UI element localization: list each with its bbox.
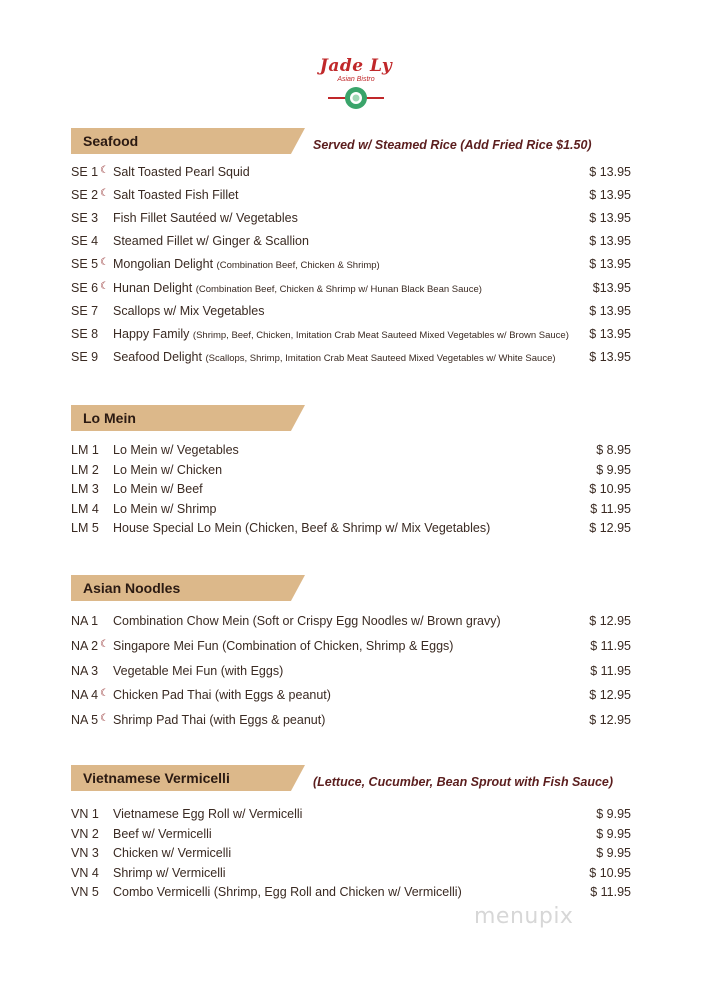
item-code: VN 4 (71, 866, 99, 880)
item-price: $ 11.95 (590, 502, 631, 516)
menu-item (0, 257, 706, 277)
item-title: Scallops w/ Mix Vegetables (113, 304, 265, 318)
item-description: (Scallops, Shrimp, Imitation Crab Meat Sauteed Mixed Vegetables w/ White Sauce) (205, 353, 556, 364)
menu-item (0, 463, 706, 483)
item-code: NA 2 (71, 639, 99, 653)
item-price: $ 13.95 (589, 257, 631, 271)
menu-item (0, 482, 706, 502)
item-price: $ 13.95 (589, 188, 631, 202)
item-code: VN 1 (71, 807, 99, 821)
item-title: Salt Toasted Pearl Squid (113, 165, 250, 179)
item-code: NA 3 (71, 664, 99, 678)
menu-item (0, 234, 706, 254)
item-title: Lo Mein w/ Beef (113, 482, 203, 496)
section-note: (Lettuce, Cucumber, Bean Sprout with Fish Sauce) (313, 775, 614, 789)
item-code: VN 3 (71, 846, 99, 860)
menu-item (0, 502, 706, 522)
item-title: Fish Fillet Sautéed w/ Vegetables (113, 211, 298, 225)
spicy-icon: ☾ (100, 257, 109, 268)
item-name (113, 688, 331, 702)
spicy-icon: ☾ (100, 281, 109, 292)
item-price: $ 11.95 (590, 664, 631, 678)
spicy-icon: ☾ (100, 688, 109, 699)
item-title: Shrimp w/ Vermicelli (113, 866, 226, 880)
item-title: Chicken w/ Vermicelli (113, 846, 232, 860)
item-name (113, 885, 462, 899)
item-title: Combo Vermicelli (Shrimp, Egg Roll and Chicken w/ Vermicelli) (113, 885, 462, 899)
menu-item (0, 664, 706, 684)
item-price: $ 13.95 (589, 165, 631, 179)
menu-item (0, 846, 706, 866)
item-price: $ 13.95 (589, 327, 631, 341)
menu-item (0, 521, 706, 541)
item-name (113, 257, 380, 271)
item-price: $ 12.95 (589, 614, 631, 628)
section-title: Lo Mein (83, 410, 136, 426)
item-price: $ 8.95 (596, 443, 631, 457)
menu-item (0, 443, 706, 463)
item-name (113, 502, 217, 516)
item-name (113, 807, 302, 821)
item-name (113, 281, 482, 295)
item-title: Singapore Mei Fun (Combination of Chicken, Shrimp & Eggs) (113, 639, 454, 653)
item-code: VN 5 (71, 885, 99, 899)
menu-item (0, 211, 706, 231)
item-code: LM 1 (71, 443, 99, 457)
spicy-icon: ☾ (100, 188, 109, 199)
item-price: $ 9.95 (596, 846, 631, 860)
item-price: $ 13.95 (589, 304, 631, 318)
item-title: Shrimp Pad Thai (with Eggs & peanut) (113, 713, 326, 727)
menu-item (0, 713, 706, 733)
item-price: $ 12.95 (589, 713, 631, 727)
item-price: $ 9.95 (596, 807, 631, 821)
item-name (113, 211, 298, 225)
item-name (113, 664, 283, 678)
item-title: Lo Mein w/ Vegetables (113, 443, 239, 457)
item-name (113, 521, 490, 535)
item-name (113, 304, 264, 318)
item-name (113, 614, 501, 628)
item-price: $ 13.95 (589, 350, 631, 364)
menu-item (0, 188, 706, 208)
item-name (113, 350, 556, 364)
jade-bowl-icon (326, 84, 386, 112)
spicy-icon: ☾ (100, 713, 109, 724)
item-name (113, 165, 250, 179)
item-name (113, 327, 569, 341)
spicy-icon: ☾ (100, 165, 109, 176)
item-description: (Combination Beef, Chicken & Shrimp) (216, 260, 380, 271)
item-code: NA 5 (71, 713, 99, 727)
section-title: Asian Noodles (83, 580, 181, 596)
item-name (113, 639, 453, 653)
item-name (113, 234, 309, 248)
menu-item (0, 281, 706, 301)
item-code: SE 8 (71, 327, 99, 341)
menu-item (0, 639, 706, 659)
menu-item (0, 350, 706, 370)
item-title: Combination Chow Mein (Soft or Crispy Egg Noodles w/ Brown gravy) (113, 614, 501, 628)
menu-item (0, 807, 706, 827)
logo-name: Jade Ly (319, 56, 393, 76)
section-title: Vietnamese Vermicelli (83, 770, 230, 786)
item-title: Hunan Delight (113, 281, 193, 295)
item-code: SE 2 (71, 188, 99, 202)
item-price: $ 10.95 (589, 866, 631, 880)
item-description: (Shrimp, Beef, Chicken, Imitation Crab Meat Sauteed Mixed Vegetables w/ Brown Sauce) (192, 330, 569, 341)
restaurant-logo (306, 56, 406, 116)
item-name (113, 827, 212, 841)
section-note: Served w/ Steamed Rice (Add Fried Rice $1.50) (313, 138, 592, 152)
item-title: Lo Mein w/ Chicken (113, 463, 223, 477)
item-code: LM 5 (71, 521, 99, 535)
item-title: House Special Lo Mein (Chicken, Beef & Shrimp w/ Mix Vegetables) (113, 521, 491, 535)
menu-item (0, 866, 706, 886)
item-price: $ 10.95 (589, 482, 631, 496)
item-name (113, 443, 239, 457)
item-title: Seafood Delight (113, 350, 202, 364)
item-title: Steamed Fillet w/ Ginger & Scallion (113, 234, 309, 248)
item-code: NA 1 (71, 614, 99, 628)
item-price: $ 12.95 (589, 688, 631, 702)
menu-item (0, 688, 706, 708)
menu-item (0, 327, 706, 347)
item-title: Chicken Pad Thai (with Eggs & peanut) (113, 688, 331, 702)
menu-item (0, 165, 706, 185)
item-title: Beef w/ Vermicelli (113, 827, 212, 841)
item-code: VN 2 (71, 827, 99, 841)
item-name (113, 866, 226, 880)
item-price: $ 11.95 (590, 885, 631, 899)
item-name (113, 713, 325, 727)
menu-item (0, 885, 706, 905)
item-code: SE 4 (71, 234, 99, 248)
logo-tagline: Asian Bistro (337, 76, 375, 83)
item-code: SE 9 (71, 350, 99, 364)
item-code: NA 4 (71, 688, 99, 702)
item-name (113, 846, 231, 860)
watermark: menupix (474, 904, 574, 929)
item-price: $13.95 (592, 281, 631, 295)
item-title: Mongolian Delight (113, 257, 214, 271)
item-code: SE 7 (71, 304, 99, 318)
item-price: $ 13.95 (589, 211, 631, 225)
item-description: (Combination Beef, Chicken & Shrimp w/ Hunan Black Bean Sauce) (195, 284, 482, 295)
item-code: SE 6 (71, 281, 99, 295)
item-title: Vietnamese Egg Roll w/ Vermicelli (113, 807, 303, 821)
item-name (113, 463, 222, 477)
section-title: Seafood (83, 133, 139, 149)
item-price: $ 9.95 (596, 463, 631, 477)
menu-item (0, 614, 706, 634)
item-title: Salt Toasted Fish Fillet (113, 188, 239, 202)
item-title: Vegetable Mei Fun (with Eggs) (113, 664, 284, 678)
menu-item (0, 304, 706, 324)
item-code: LM 4 (71, 502, 99, 516)
item-price: $ 11.95 (590, 639, 631, 653)
item-code: LM 3 (71, 482, 99, 496)
item-name (113, 188, 239, 202)
item-code: SE 3 (71, 211, 99, 225)
spicy-icon: ☾ (100, 639, 109, 650)
menu-item (0, 827, 706, 847)
item-name (113, 482, 203, 496)
item-title: Happy Family (113, 327, 190, 341)
item-price: $ 9.95 (596, 827, 631, 841)
item-code: LM 2 (71, 463, 99, 477)
item-title: Lo Mein w/ Shrimp (113, 502, 217, 516)
item-code: SE 5 (71, 257, 99, 271)
item-code: SE 1 (71, 165, 99, 179)
item-price: $ 12.95 (589, 521, 631, 535)
item-price: $ 13.95 (589, 234, 631, 248)
